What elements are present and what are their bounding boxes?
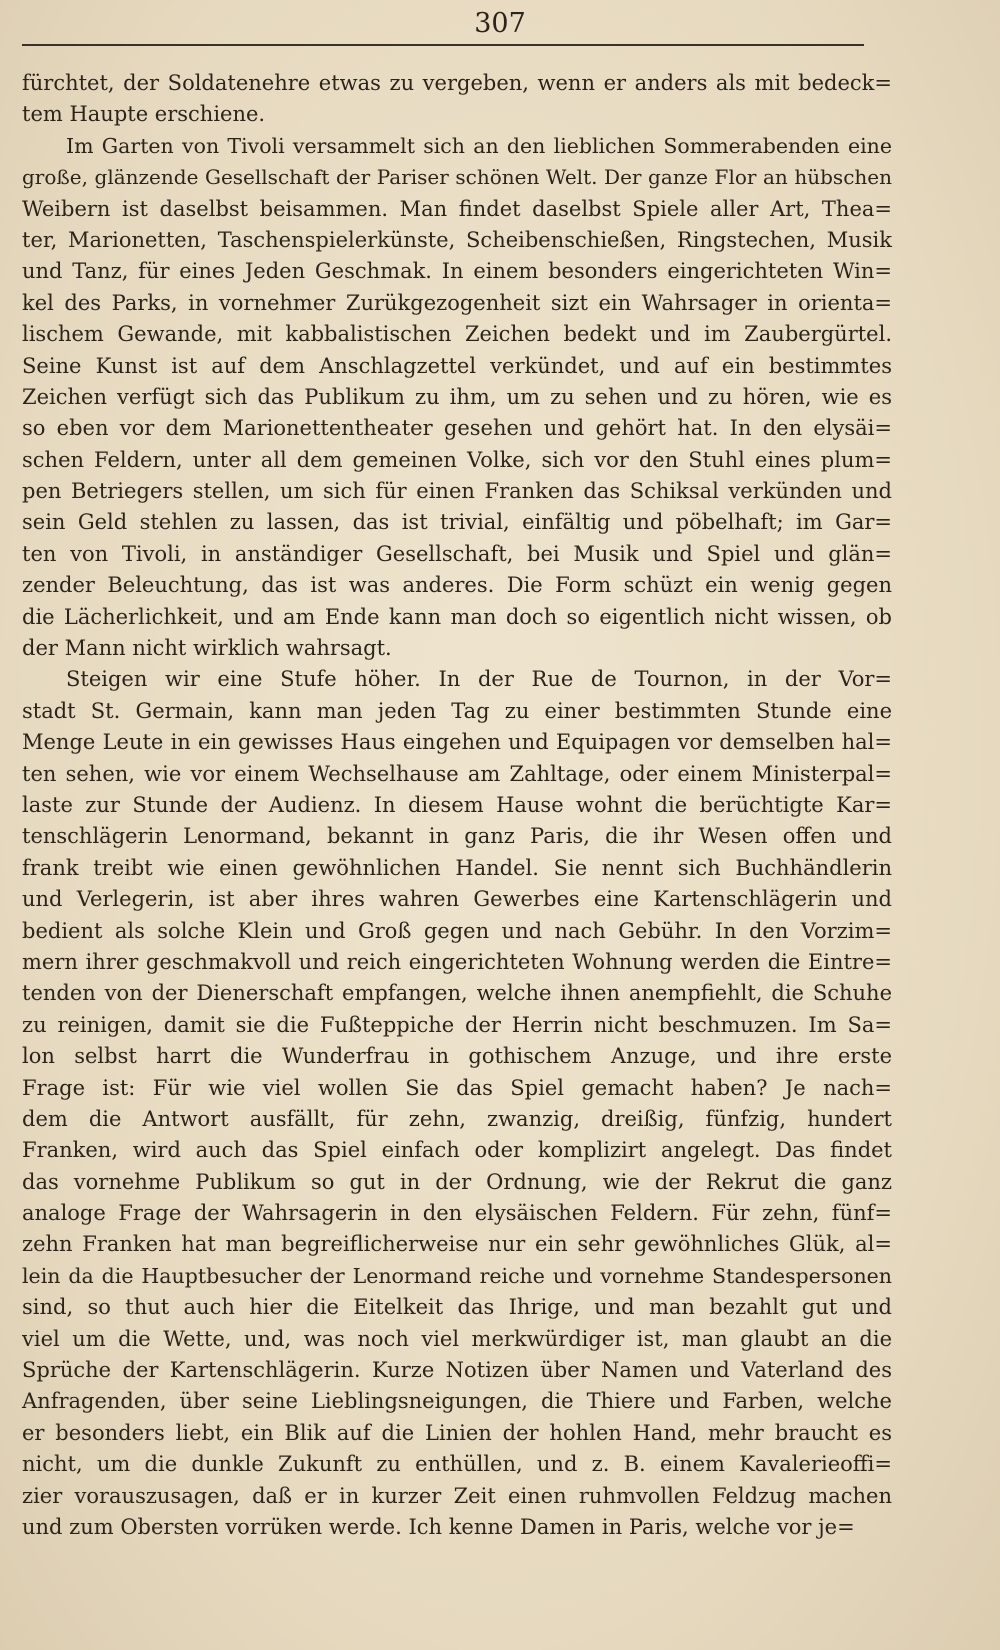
text-line: ter, Marionetten, Taschenspielerkünste, Scheibenschießen, Ringstechen, Musik	[22, 227, 892, 252]
text-line: Franken, wird auch das Spiel einfach oder komplizirt angelegt. Das findet	[22, 1138, 892, 1163]
text-line: Anfragenden, über seine Lieblingsneigungen, die Thiere und Farben, welche	[22, 1389, 892, 1414]
text-line: das vornehme Publikum so gut in der Ordnung, wie der Rekrut die ganz	[22, 1169, 892, 1194]
text-line: sind, so thut auch hier die Eitelkeit das Ihrige, und man bezahlt gut und	[22, 1295, 892, 1320]
body-text	[22, 68, 892, 1543]
text-line: laste zur Stunde der Audienz. In diesem Hause wohnt die berüchtigte Kar=	[22, 792, 892, 817]
text-line: der Mann nicht wirklich wahrsagt.	[22, 636, 392, 661]
text-line: zier vorauszusagen, daß er in kurzer Zeit einen ruhmvollen Feldzug machen	[22, 1483, 892, 1508]
text-line: die Lächerlichkeit, und am Ende kann man doch so eigentlich nicht wissen, ob	[22, 604, 892, 629]
text-line: viel um die Wette, und, was noch viel merkwürdiger ist, man glaubt an die	[22, 1326, 892, 1351]
text-line: bedient als solche Klein und Groß gegen und nach Gebühr. In den Vorzim=	[22, 918, 892, 943]
text-line: pen Betriegers stellen, um sich für einen Franken das Schiksal verkünden und	[22, 479, 892, 504]
text-line: und zum Obersten vorrüken werde. Ich kenne Damen in Paris, welche vor je=	[22, 1514, 855, 1539]
text-line: Menge Leute in ein gewisses Haus eingehen und Equipagen vor demselben hal=	[22, 730, 892, 755]
text-line: ten von Tivoli, in anständiger Gesellschaft, bei Musik und Spiel und glän=	[22, 541, 892, 566]
text-line: kel des Parks, in vornehmer Zurükgezogenheit sizt ein Wahrsager in orienta=	[22, 290, 892, 315]
text-line: große, glänzende Gesellschaft der Pariser schönen Welt. Der ganze Flor an hübschen	[22, 165, 892, 190]
text-line: Sprüche der Kartenschlägerin. Kurze Notizen über Namen und Vaterland des	[22, 1358, 892, 1383]
text-line: so eben vor dem Marionettentheater gesehen und gehört hat. In den elysäi=	[22, 416, 892, 441]
text-line: er besonders liebt, ein Blik auf die Linien der hohlen Hand, mehr braucht es	[22, 1420, 892, 1445]
text-line: frank treibt wie einen gewöhnlichen Handel. Sie nennt sich Buchhändlerin	[22, 855, 892, 880]
text-line: und Tanz, für eines Jeden Geschmak. In einem besonders eingerichteten Win=	[22, 259, 892, 284]
text-line: sein Geld stehlen zu lassen, das ist trivial, einfältig und pöbelhaft; im Gar=	[22, 510, 892, 535]
text-line: nicht, um die dunkle Zukunft zu enthüllen, und z. B. einem Kavalerieoffi=	[22, 1452, 892, 1477]
text-line: lon selbst harrt die Wunderfrau in gothischem Anzuge, und ihre erste	[22, 1044, 892, 1069]
text-line: Steigen wir eine Stufe höher. In der Rue de Tournon, in der Vor=	[66, 667, 892, 692]
text-line: mern ihrer geschmakvoll und reich eingerichteten Wohnung werden die Eintre=	[22, 949, 892, 974]
text-line: stadt St. Germain, kann man jeden Tag zu einer bestimmten Stunde eine	[22, 698, 892, 723]
text-line: Frage ist: Für wie viel wollen Sie das Spiel gemacht haben? Je nach=	[22, 1075, 892, 1100]
text-line: und Verlegerin, ist aber ihres wahren Gewerbes eine Kartenschlägerin und	[22, 887, 892, 912]
text-line: fürchtet, der Soldatenehre etwas zu vergeben, wenn er anders als mit bedeck=	[22, 71, 892, 95]
text-line: tenden von der Dienerschaft empfangen, welche ihnen anempfiehlt, die Schuhe	[22, 981, 892, 1006]
text-line: schen Feldern, unter all dem gemeinen Volke, sich vor den Stuhl eines plum=	[22, 447, 892, 472]
text-line: Seine Kunst ist auf dem Anschlagzettel verkündet, und auf ein bestimmtes	[22, 353, 892, 378]
text-line: dem die Antwort ausfällt, für zehn, zwanzig, dreißig, fünfzig, hundert	[22, 1106, 892, 1131]
text-line: Im Garten von Tivoli versammelt sich an den lieblichen Sommerabenden eine	[66, 133, 892, 158]
text-line: lein da die Hauptbesucher der Lenormand reiche und vornehme Standespersonen	[22, 1263, 892, 1288]
text-line: tenschlägerin Lenormand, bekannt in ganz Paris, die ihr Wesen offen und	[22, 824, 892, 849]
text-line: zehn Franken hat man begreiflicherweise nur ein sehr gewöhnliches Glük, al=	[22, 1232, 892, 1257]
text-line: analoge Frage der Wahrsagerin in den elysäischen Feldern. Für zehn, fünf=	[22, 1201, 892, 1226]
text-line: zu reinigen, damit sie die Fußteppiche der Herrin nicht beschmuzen. Im Sa=	[22, 1012, 892, 1037]
text-line: lischem Gewande, mit kabbalistischen Zeichen bedekt und im Zaubergürtel.	[22, 322, 892, 347]
text-line: ten sehen, wie vor einem Wechselhause am Zahltage, oder einem Ministerpal=	[22, 761, 892, 786]
text-line: Zeichen verfügt sich das Publikum zu ihm, um zu sehen und zu hören, wie es	[22, 384, 892, 409]
header-rule	[22, 44, 864, 46]
page-number: 307	[474, 8, 526, 39]
text-line: zender Beleuchtung, das ist was anderes. Die Form schüzt ein wenig gegen	[22, 573, 892, 598]
text-line: tem Haupte erschiene.	[22, 102, 266, 127]
text-line: Weibern ist daselbst beisammen. Man findet daselbst Spiele aller Art, Thea=	[22, 196, 892, 221]
